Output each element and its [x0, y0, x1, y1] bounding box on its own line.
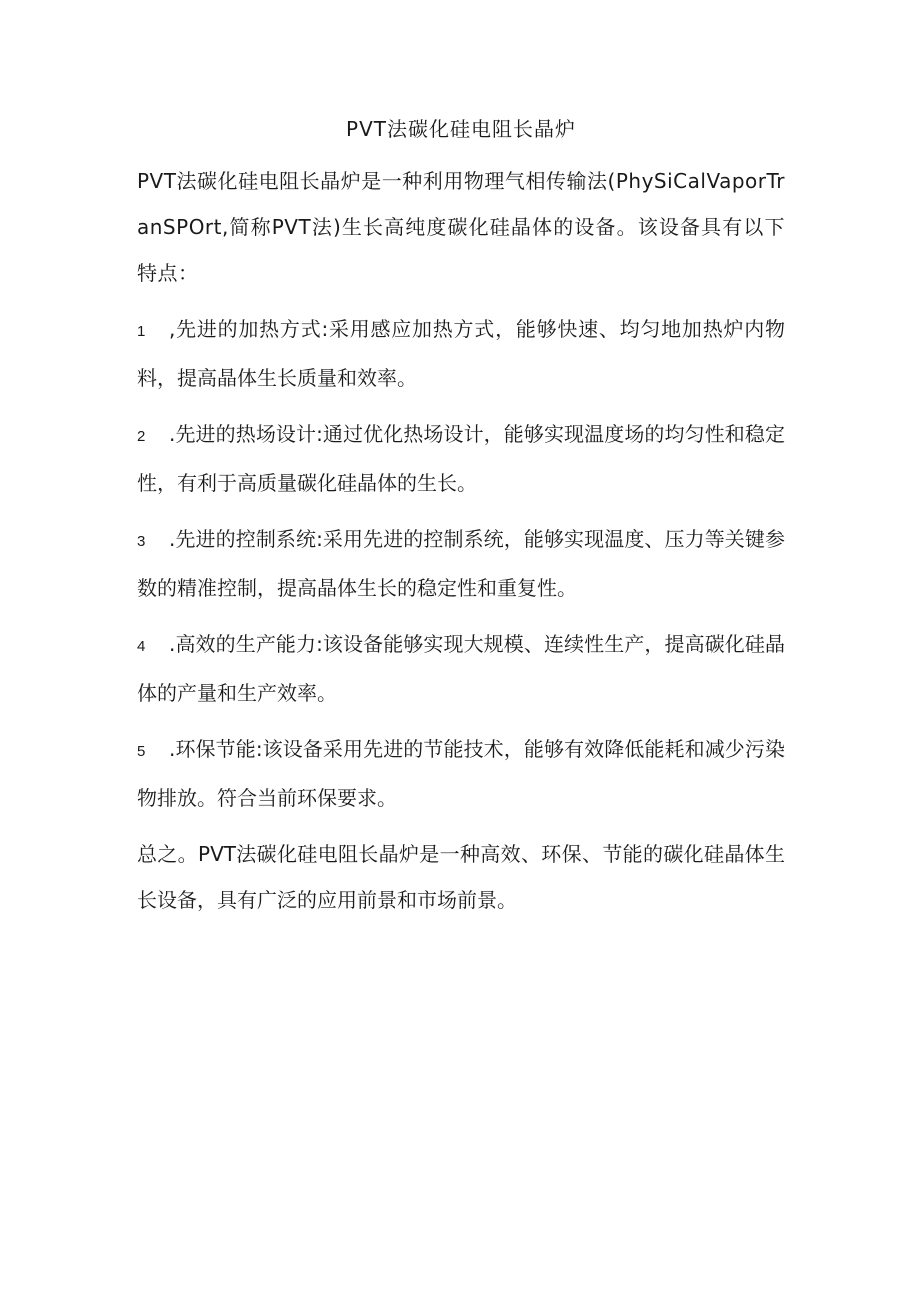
list-item [137, 621, 785, 716]
list-item-text: .环保节能:该设备采用先进的节能技术，能够有效降低能耗和减少污染物排放。符合当前环保要求。 [137, 737, 785, 810]
document-title: PVT法碳化硅电阻长晶炉 [346, 117, 576, 141]
list-item [137, 306, 785, 401]
list-item-number: 5 [137, 743, 146, 760]
list-item-text: ,先进的加热方式:采用感应加热方式，能够快速、均匀地加热炉内物料，提高晶体生长质量和效率。 [137, 317, 785, 390]
list-item-text: .先进的控制系统:采用先进的控制系统，能够实现温度、压力等关键参数的精准控制，提高晶体生长的稳定性和重复性。 [137, 527, 785, 600]
list-item [137, 411, 785, 506]
list-item [137, 726, 785, 821]
list-item-number: 4 [137, 638, 146, 655]
list-item-number: 2 [137, 428, 146, 445]
list-item-number: 3 [137, 533, 146, 550]
list-item [137, 516, 785, 611]
list-item-number: 1 [137, 323, 146, 340]
list-item-text: .高效的生产能力:该设备能够实现大规模、连续性生产，提高碳化硅晶体的产量和生产效率。 [137, 632, 785, 705]
document-body [137, 112, 785, 933]
list-item-text: .先进的热场设计:通过优化热场设计，能够实现温度场的均匀性和稳定性，有利于高质量碳化硅晶体的生长。 [137, 422, 785, 495]
intro-paragraph: PVT法碳化硅电阻长晶炉是一种利用物理气相传输法(PhySiCalVaporTranSPOrt,简称PVT法)生长高纯度碳化硅晶体的设备。该设备具有以下特点： [137, 169, 785, 285]
conclusion-paragraph: 总之。PVT法碳化硅电阻长晶炉是一种高效、环保、节能的碳化硅晶体生长设备，具有广泛的应用前景和市场前景。 [137, 842, 785, 912]
